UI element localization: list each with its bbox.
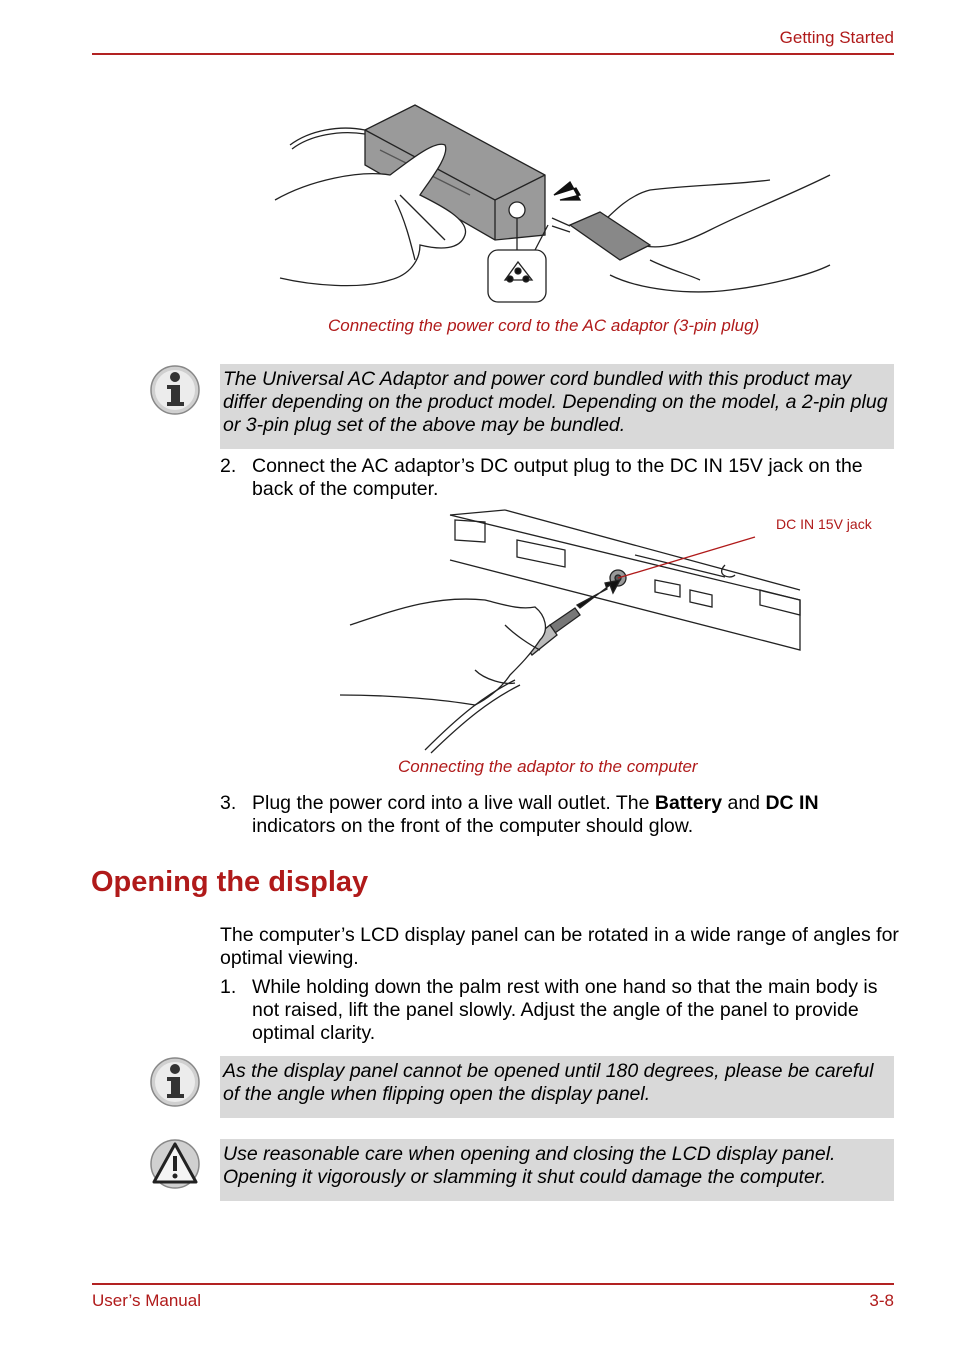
figure2-caption: Connecting the adaptor to the computer (398, 757, 698, 776)
battery-term: Battery (654, 792, 723, 814)
figure-adaptor-computer (335, 505, 805, 755)
footer-manual-title: User’s Manual (92, 1291, 201, 1310)
running-header: Getting Started (779, 28, 894, 47)
figure-power-cord-adaptor (270, 100, 840, 310)
list-number: 2. (220, 455, 237, 477)
dc-in-term: DC IN (765, 792, 819, 814)
note-display-angle: As the display panel cannot be opened until 180 degrees, please be careful of the angle when flipping open the display panel. (220, 1056, 894, 1118)
note-universal-adaptor: The Universal AC Adaptor and power cord bundled with this product may differ depending on the product model. Depending on the model, a 2-pin plug or 3-pin plug set of the above may be bundled. (220, 364, 894, 449)
page-number: 3-8 (869, 1291, 894, 1310)
header-rule (92, 53, 894, 55)
text-run: Plug the power cord into a live wall outlet. The (252, 792, 655, 814)
list-number: 3. (220, 792, 237, 814)
list-number: 1. (220, 976, 237, 998)
list-text (252, 792, 902, 838)
caution-lcd-care: Use reasonable care when opening and closing the LCD display panel. Opening it vigorously or slamming it shut could damage the computer. (220, 1139, 894, 1201)
list-text: Connect the AC adaptor’s DC output plug to the DC IN 15V jack on the back of the computer. (252, 455, 863, 500)
info-icon (149, 364, 201, 416)
info-icon (149, 1056, 201, 1108)
section-heading: Opening the display (91, 866, 369, 898)
callout-dc-in-jack: DC IN 15V jack (776, 516, 872, 532)
footer-rule (92, 1283, 894, 1285)
text-run: and (722, 792, 766, 814)
figure1-caption: Connecting the power cord to the AC adaptor (3-pin plug) (328, 316, 760, 335)
text-run: indicators on the front of the computer should glow. (252, 815, 694, 837)
caution-icon (149, 1138, 201, 1190)
list-text: While holding down the palm rest with one hand so that the main body is not raised, lift the panel slowly. Adjust the angle of the panel to provide optimal clarity. (252, 976, 878, 1044)
intro-paragraph: The computer’s LCD display panel can be rotated in a wide range of angles for optimal viewing. (220, 924, 899, 969)
